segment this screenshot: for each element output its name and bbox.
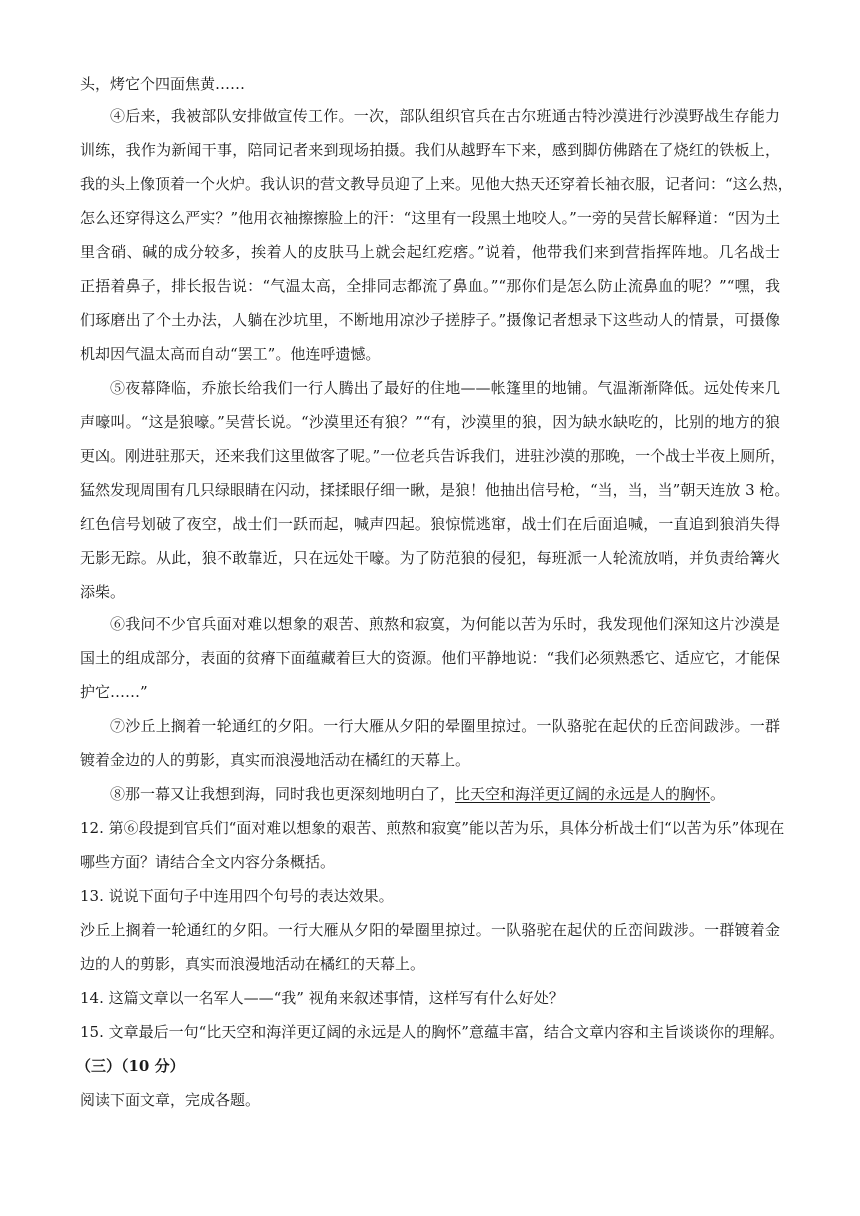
question-13-quote-line: 边的人的剪影，真实而浪漫地活动在橘红的天幕上。 <box>80 955 426 973</box>
paragraph-4-line: 正捂着鼻子，排长报告说：“气温太高，全排同志都流了鼻血。”“那你们是怎么防止流鼻血的呢？”“嘿，我 <box>80 277 780 295</box>
paragraph-4-line: 们琢磨出了个土办法，人躺在沙坑里，不断地用凉沙子搓脖子。”摄像记者想录下这些动人的情景，可摄像 <box>80 311 780 329</box>
paragraph-5-line: 更凶。刚进驻那天，还来我们这里做客了呢。”一位老兵告诉我们，进驻沙漠的那晚，一个战士半夜上厕所， <box>80 447 786 465</box>
question-14: 14. 这篇文章以一名军人——“我” 视角来叙述事情，这样写有什么好处？ <box>80 989 564 1007</box>
paragraph-5-line: ⑤夜幕降临，乔旅长给我们一行人腾出了最好的住地——帐篷里的地铺。气温渐渐降低。远处传来几 <box>110 379 780 397</box>
question-13-quote-line: 沙丘上搁着一轮通红的夕阳。一行大雁从夕阳的晕圈里掠过。一队骆驼在起伏的丘峦间跋涉。一群镀着金 <box>80 921 780 939</box>
paragraph-4-line: 机却因气温太高而自动“罢工”。他连呼遗憾。 <box>80 345 381 363</box>
paragraph-4-line: 我的头上像顶着一个火炉。我认识的营文教导员迎了上来。见他大热天还穿着长袖衣服，记者问：“这么热， <box>80 175 793 193</box>
paragraph-4-line: 怎么还穿得这么严实？”他用衣袖擦擦脸上的汗：“这里有一段黑土地咬人。”一旁的吴营长解释道：“因为土 <box>80 209 780 227</box>
paragraph-4-line: 里含硝、碱的成分较多，挨着人的皮肤马上就会起红疙瘩。”说着，他带我们来到营指挥阵地。几名战士 <box>80 243 780 261</box>
question-15: 15. 文章最后一句“比天空和海洋更辽阔的永远是人的胸怀”意蕴丰富，结合文章内容和主旨谈谈你的理解。 <box>80 1023 784 1041</box>
paragraph-5-line: 声嚎叫。“这是狼嚎。”吴营长说。“沙漠里还有狼？”“有，沙漠里的狼，因为缺水缺吃的，比别的地方的狼 <box>80 413 780 431</box>
paragraph-5-line: 无影无踪。从此，狼不敢靠近，只在远处干嚎。为了防范狼的侵犯，每班派一人轮流放哨，并负责给篝火 <box>80 549 780 567</box>
question-13-line: 13. 说说下面句子中连用四个句号的表达效果。 <box>80 887 394 905</box>
paragraph-5-line: 添柴。 <box>80 583 126 601</box>
paragraph-8-line <box>110 782 780 806</box>
paragraph-8-end: 。 <box>710 785 726 803</box>
paragraph-6-line: 国土的组成部分，表面的贫瘠下面蕴藏着巨大的资源。他们平静地说：“我们必须熟悉它、适应它，才能保 <box>80 649 780 667</box>
paragraph-8-text: ⑧那一幕又让我想到海，同时我也更深刻地明白了， <box>110 785 456 803</box>
section-instruction: 阅读下面文章，完成各题。 <box>80 1091 261 1109</box>
question-12-line: 12. 第⑥段提到官兵们“面对难以想象的艰苦、煎熬和寂寞”能以苦为乐，具体分析战士们“以苦为乐”体现在 <box>80 819 785 837</box>
section-heading: （三）（10 分） <box>76 1057 185 1075</box>
paragraph-4-line: ④后来，我被部队安排做宣传工作。一次，部队组织官兵在古尔班通古特沙漠进行沙漠野战生存能力 <box>110 107 780 125</box>
paragraph-5-line: 猛然发现周围有几只绿眼睛在闪动，揉揉眼仔细一瞅，是狼！他抽出信号枪，“当，当，当”朝天连放 3 枪。 <box>80 481 790 499</box>
paragraph-4-line: 训练，我作为新闻干事，陪同记者来到现场拍摄。我们从越野车下来，感到脚仿佛踏在了烧红的铁板上， <box>80 141 780 159</box>
underlined-sentence: 比天空和海洋更辽阔的永远是人的胸怀 <box>455 785 711 803</box>
paragraph-7-line: ⑦沙丘上搁着一轮通红的夕阳。一行大雁从夕阳的晕圈里掠过。一队骆驼在起伏的丘峦间跋涉。一群 <box>110 717 780 735</box>
paragraph-6-line: ⑥我问不少官兵面对难以想象的艰苦、煎熬和寂寞，为何能以苦为乐时，我发现他们深知这片沙漠是 <box>110 615 780 633</box>
paragraph-6-line: 护它……” <box>80 683 148 701</box>
paragraph-7-line: 镀着金边的人的剪影，真实而浪漫地活动在橘红的天幕上。 <box>80 751 471 769</box>
question-12-line: 哪些方面？请结合全文内容分条概括。 <box>80 853 336 871</box>
paragraph-line: 头，烤它个四面焦黄…… <box>80 75 246 93</box>
paragraph-5-line: 红色信号划破了夜空，战士们一跃而起，喊声四起。狼惊慌逃窜，战士们在后面追喊，一直追到狼消失得 <box>80 515 780 533</box>
